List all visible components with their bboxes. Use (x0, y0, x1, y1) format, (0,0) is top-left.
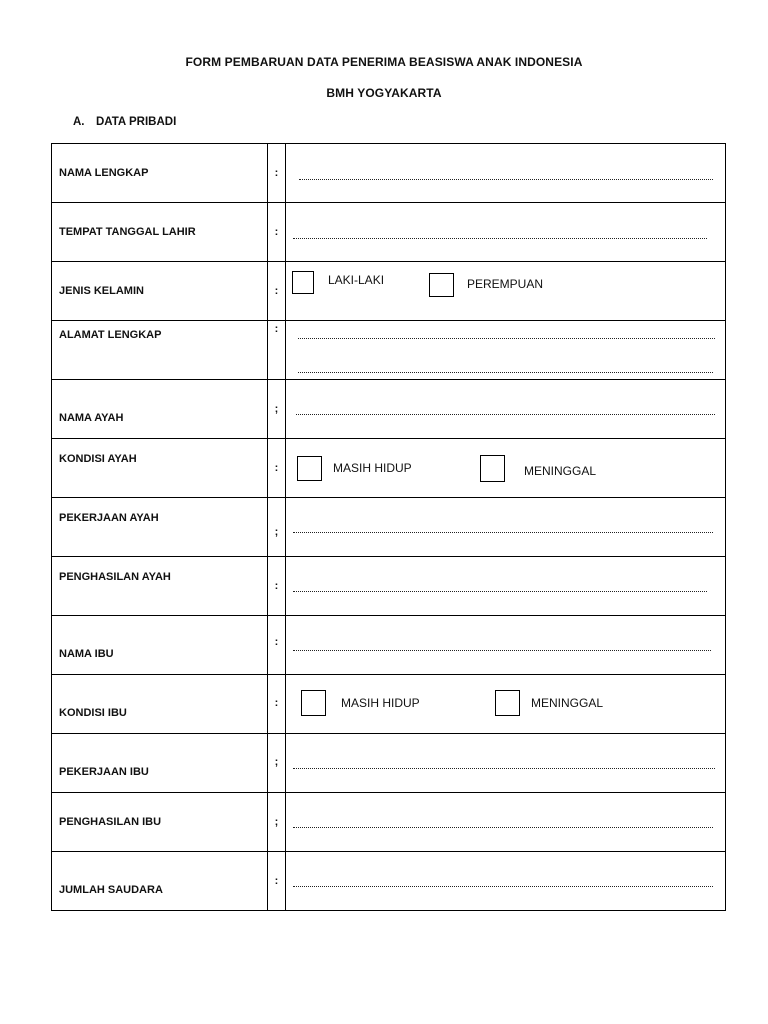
checkbox-ayah-meninggal[interactable] (480, 455, 505, 482)
separator: : (274, 285, 279, 297)
checkbox-ibu-meninggal[interactable] (495, 690, 520, 716)
separator: ; (274, 525, 279, 538)
label-pekerjaan-ayah: PEKERJAAN AYAH (59, 512, 159, 524)
separator: ; (274, 816, 279, 828)
row-nama-lengkap (52, 144, 726, 203)
label-nama-ayah: NAMA AYAH (59, 412, 124, 424)
separator: : (274, 636, 279, 648)
row-pekerjaan-ibu (52, 734, 726, 793)
alamat-lengkap-field-line-2[interactable] (298, 372, 713, 373)
row-nama-ibu (52, 616, 726, 675)
penghasilan-ayah-field[interactable] (293, 591, 707, 592)
section-number: A. (73, 116, 85, 128)
nama-ayah-field[interactable] (296, 414, 715, 415)
pekerjaan-ayah-field[interactable] (293, 532, 713, 533)
row-kondisi-ayah (52, 439, 726, 498)
separator: : (274, 323, 279, 335)
option-label-ayah-masih-hidup: MASIH HIDUP (333, 461, 412, 475)
form-title: FORM PEMBARUAN DATA PENERIMA BEASISWA ANAK INDONESIA (185, 55, 583, 69)
nama-lengkap-field[interactable] (299, 179, 713, 180)
label-alamat-lengkap: ALAMAT LENGKAP (59, 329, 162, 341)
row-tempat-tanggal-lahir (52, 203, 726, 262)
nama-ibu-field[interactable] (293, 650, 711, 651)
row-penghasilan-ibu (52, 793, 726, 852)
row-jumlah-saudara (52, 852, 726, 911)
separator: : (274, 875, 279, 887)
separator: : (274, 580, 279, 592)
row-pekerjaan-ayah (52, 498, 726, 557)
section-title: DATA PRIBADI (96, 116, 177, 128)
option-label-ayah-meninggal: MENINGGAL (524, 464, 597, 478)
label-tempat-tanggal-lahir: TEMPAT TANGGAL LAHIR (59, 226, 196, 238)
row-penghasilan-ayah (52, 557, 726, 616)
separator: ; (274, 403, 279, 415)
label-nama-lengkap: NAMA LENGKAP (59, 167, 149, 179)
label-pekerjaan-ibu: PEKERJAAN IBU (59, 766, 149, 778)
checkbox-ayah-masih-hidup[interactable] (297, 456, 322, 481)
separator: : (274, 226, 279, 238)
option-label-laki-laki: LAKI-LAKI (328, 273, 385, 287)
tempat-tanggal-lahir-field[interactable] (293, 238, 707, 239)
separator: : (274, 167, 279, 179)
separator: : (274, 697, 279, 709)
checkbox-perempuan[interactable] (429, 273, 454, 297)
row-nama-ayah (52, 380, 726, 439)
penghasilan-ibu-field[interactable] (293, 827, 713, 828)
label-penghasilan-ayah: PENGHASILAN AYAH (59, 571, 171, 583)
separator: : (274, 462, 279, 474)
label-kondisi-ayah: KONDISI AYAH (59, 453, 137, 465)
option-label-ibu-masih-hidup: MASIH HIDUP (341, 696, 420, 710)
row-kondisi-ibu (52, 675, 726, 734)
separator: ; (274, 756, 279, 768)
form-subtitle: BMH YOGYAKARTA (326, 86, 442, 100)
row-alamat-lengkap (52, 321, 726, 380)
label-nama-ibu: NAMA IBU (59, 648, 114, 660)
alamat-lengkap-field-line-1[interactable] (298, 338, 715, 339)
jumlah-saudara-field[interactable] (293, 886, 713, 887)
label-jenis-kelamin: JENIS KELAMIN (59, 285, 144, 297)
label-jumlah-saudara: JUMLAH SAUDARA (59, 884, 163, 896)
option-label-ibu-meninggal: MENINGGAL (531, 696, 604, 710)
checkbox-laki-laki[interactable] (292, 271, 314, 294)
pekerjaan-ibu-field[interactable] (293, 768, 715, 769)
option-label-perempuan: PEREMPUAN (467, 277, 544, 291)
row-jenis-kelamin (52, 262, 726, 321)
label-kondisi-ibu: KONDISI IBU (59, 707, 127, 719)
section-heading (73, 116, 176, 128)
label-penghasilan-ibu: PENGHASILAN IBU (59, 816, 162, 828)
personal-data-table (51, 143, 726, 911)
checkbox-ibu-masih-hidup[interactable] (301, 690, 326, 716)
